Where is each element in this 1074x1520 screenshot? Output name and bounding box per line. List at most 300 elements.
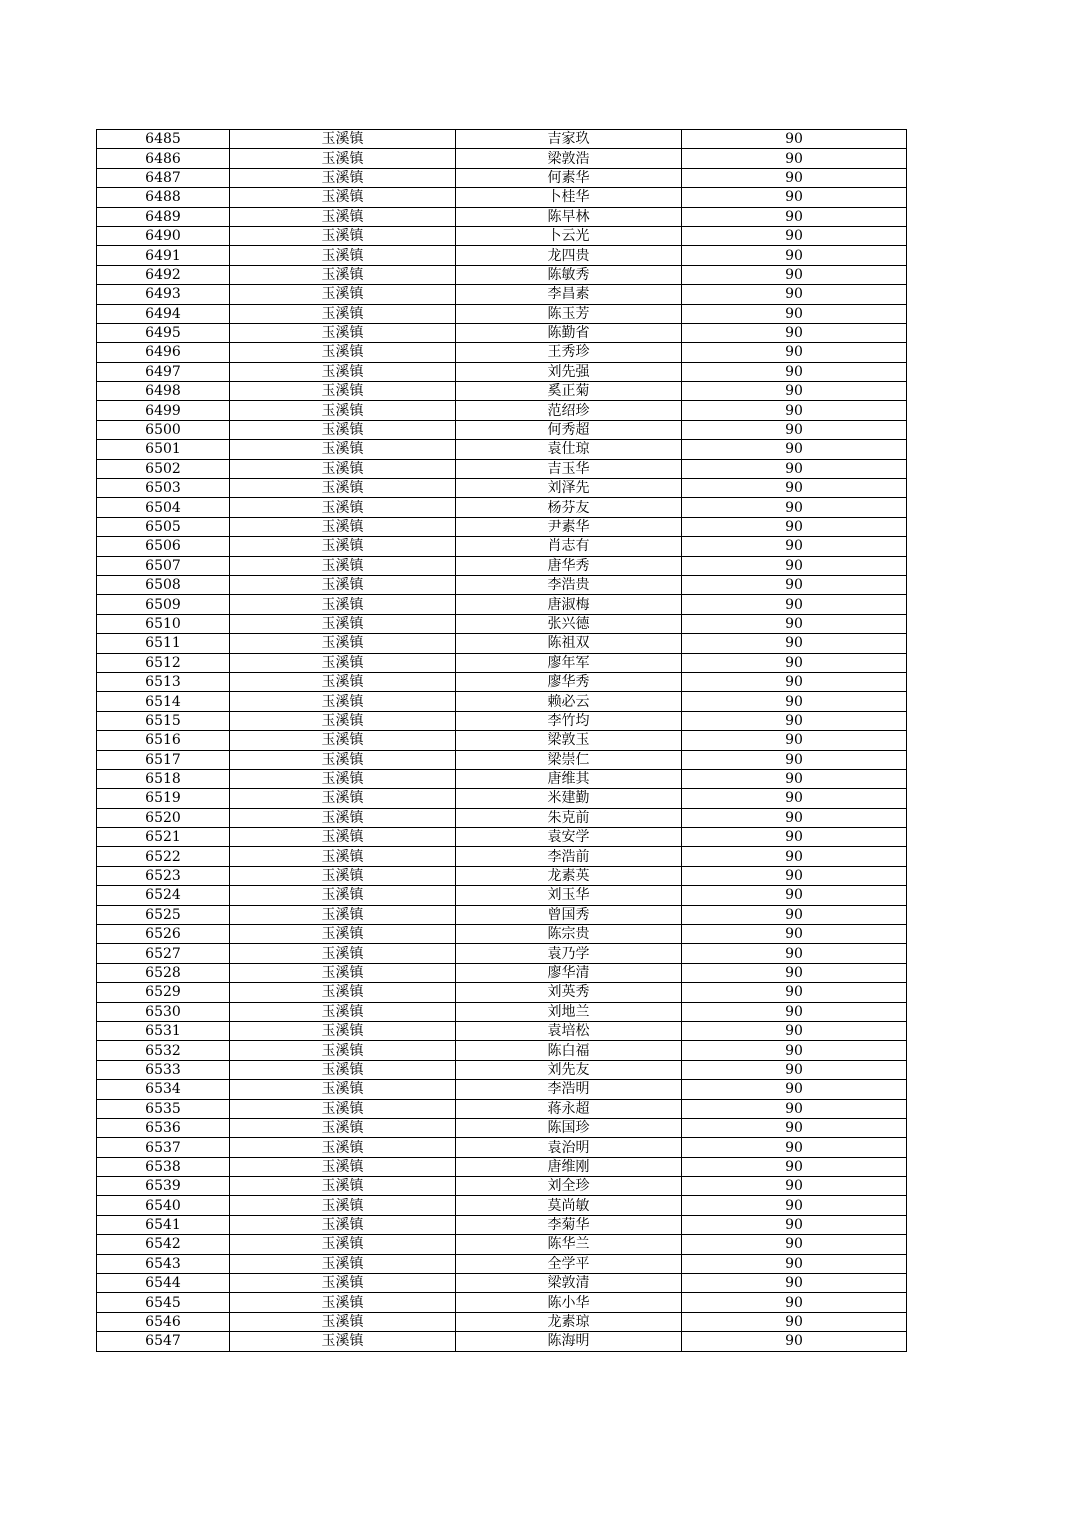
row-number-cell: 6492 [97, 265, 230, 284]
row-number-cell: 6489 [97, 207, 230, 226]
table-row [97, 1332, 907, 1351]
town-cell: 玉溪镇 [230, 653, 456, 672]
amount-cell: 90 [682, 944, 907, 963]
town-cell: 玉溪镇 [230, 886, 456, 905]
row-number-cell: 6494 [97, 304, 230, 323]
town-cell: 玉溪镇 [230, 1060, 456, 1079]
table-row [97, 207, 907, 226]
table-row [97, 653, 907, 672]
town-cell: 玉溪镇 [230, 479, 456, 498]
amount-cell: 90 [682, 731, 907, 750]
row-number-cell: 6536 [97, 1118, 230, 1137]
amount-cell: 90 [682, 1002, 907, 1021]
row-number-cell: 6493 [97, 285, 230, 304]
row-number-cell: 6530 [97, 1002, 230, 1021]
row-number-cell: 6501 [97, 440, 230, 459]
amount-cell: 90 [682, 343, 907, 362]
table-row [97, 265, 907, 284]
name-cell: 袁仕琼 [456, 440, 682, 459]
amount-cell: 90 [682, 1138, 907, 1157]
row-number-cell: 6535 [97, 1099, 230, 1118]
town-cell: 玉溪镇 [230, 459, 456, 478]
row-number-cell: 6490 [97, 226, 230, 245]
table-row [97, 692, 907, 711]
table-row [97, 983, 907, 1002]
name-cell: 陈勤省 [456, 323, 682, 342]
row-number-cell: 6524 [97, 886, 230, 905]
row-number-cell: 6507 [97, 556, 230, 575]
amount-cell: 90 [682, 265, 907, 284]
table-row [97, 382, 907, 401]
amount-cell: 90 [682, 188, 907, 207]
row-number-cell: 6488 [97, 188, 230, 207]
row-number-cell: 6515 [97, 711, 230, 730]
row-number-cell: 6519 [97, 789, 230, 808]
name-cell: 何素华 [456, 168, 682, 187]
name-cell: 梁敦清 [456, 1274, 682, 1293]
amount-cell: 90 [682, 149, 907, 168]
table-row [97, 1080, 907, 1099]
row-number-cell: 6518 [97, 769, 230, 788]
amount-cell: 90 [682, 246, 907, 265]
name-cell: 李竹均 [456, 711, 682, 730]
name-cell: 陈早林 [456, 207, 682, 226]
town-cell: 玉溪镇 [230, 925, 456, 944]
town-cell: 玉溪镇 [230, 1041, 456, 1060]
table-row [97, 479, 907, 498]
table-row [97, 789, 907, 808]
table-row [97, 925, 907, 944]
town-cell: 玉溪镇 [230, 517, 456, 536]
amount-cell: 90 [682, 1274, 907, 1293]
row-number-cell: 6496 [97, 343, 230, 362]
table-row [97, 750, 907, 769]
row-number-cell: 6540 [97, 1196, 230, 1215]
town-cell: 玉溪镇 [230, 498, 456, 517]
town-cell: 玉溪镇 [230, 168, 456, 187]
amount-cell: 90 [682, 614, 907, 633]
amount-cell: 90 [682, 925, 907, 944]
amount-cell: 90 [682, 1080, 907, 1099]
town-cell: 玉溪镇 [230, 343, 456, 362]
row-number-cell: 6498 [97, 382, 230, 401]
name-cell: 袁安学 [456, 828, 682, 847]
name-cell: 刘先强 [456, 362, 682, 381]
row-number-cell: 6534 [97, 1080, 230, 1099]
table-row [97, 323, 907, 342]
town-cell: 玉溪镇 [230, 769, 456, 788]
name-cell: 何秀超 [456, 420, 682, 439]
town-cell: 玉溪镇 [230, 362, 456, 381]
amount-cell: 90 [682, 789, 907, 808]
amount-cell: 90 [682, 285, 907, 304]
name-cell: 莫尚敏 [456, 1196, 682, 1215]
town-cell: 玉溪镇 [230, 1157, 456, 1176]
name-cell: 陈祖双 [456, 634, 682, 653]
row-number-cell: 6504 [97, 498, 230, 517]
amount-cell: 90 [682, 828, 907, 847]
town-cell: 玉溪镇 [230, 692, 456, 711]
amount-cell: 90 [682, 1041, 907, 1060]
town-cell: 玉溪镇 [230, 130, 456, 149]
name-cell: 刘地兰 [456, 1002, 682, 1021]
amount-cell: 90 [682, 1254, 907, 1273]
amount-cell: 90 [682, 556, 907, 575]
name-cell: 全学平 [456, 1254, 682, 1273]
data-table-container [96, 129, 906, 1352]
table-row [97, 343, 907, 362]
amount-cell: 90 [682, 168, 907, 187]
row-number-cell: 6542 [97, 1235, 230, 1254]
row-number-cell: 6547 [97, 1332, 230, 1351]
table-row [97, 149, 907, 168]
name-cell: 陈小华 [456, 1293, 682, 1312]
town-cell: 玉溪镇 [230, 265, 456, 284]
name-cell: 梁崇仁 [456, 750, 682, 769]
table-row [97, 1138, 907, 1157]
town-cell: 玉溪镇 [230, 1177, 456, 1196]
row-number-cell: 6513 [97, 672, 230, 691]
amount-cell: 90 [682, 711, 907, 730]
town-cell: 玉溪镇 [230, 1254, 456, 1273]
table-row [97, 1157, 907, 1176]
name-cell: 刘全珍 [456, 1177, 682, 1196]
table-row [97, 575, 907, 594]
amount-cell: 90 [682, 634, 907, 653]
town-cell: 玉溪镇 [230, 246, 456, 265]
table-body [97, 130, 907, 1352]
amount-cell: 90 [682, 1157, 907, 1176]
name-cell: 唐淑梅 [456, 595, 682, 614]
amount-cell: 90 [682, 1215, 907, 1234]
row-number-cell: 6545 [97, 1293, 230, 1312]
name-cell: 李浩贵 [456, 575, 682, 594]
town-cell: 玉溪镇 [230, 1312, 456, 1331]
row-number-cell: 6539 [97, 1177, 230, 1196]
table-row [97, 634, 907, 653]
row-number-cell: 6510 [97, 614, 230, 633]
name-cell: 张兴德 [456, 614, 682, 633]
amount-cell: 90 [682, 323, 907, 342]
name-cell: 唐维刚 [456, 1157, 682, 1176]
table-row [97, 226, 907, 245]
name-cell: 李浩明 [456, 1080, 682, 1099]
row-number-cell: 6509 [97, 595, 230, 614]
amount-cell: 90 [682, 537, 907, 556]
town-cell: 玉溪镇 [230, 1118, 456, 1137]
row-number-cell: 6520 [97, 808, 230, 827]
amount-cell: 90 [682, 420, 907, 439]
amount-cell: 90 [682, 1118, 907, 1137]
table-row [97, 168, 907, 187]
town-cell: 玉溪镇 [230, 1196, 456, 1215]
table-row [97, 1177, 907, 1196]
name-cell: 米建勤 [456, 789, 682, 808]
name-cell: 陈宗贵 [456, 925, 682, 944]
name-cell: 廖华秀 [456, 672, 682, 691]
name-cell: 陈国珍 [456, 1118, 682, 1137]
row-number-cell: 6537 [97, 1138, 230, 1157]
town-cell: 玉溪镇 [230, 207, 456, 226]
row-number-cell: 6543 [97, 1254, 230, 1273]
town-cell: 玉溪镇 [230, 963, 456, 982]
town-cell: 玉溪镇 [230, 188, 456, 207]
amount-cell: 90 [682, 983, 907, 1002]
town-cell: 玉溪镇 [230, 808, 456, 827]
name-cell: 唐维其 [456, 769, 682, 788]
table-row [97, 769, 907, 788]
amount-cell: 90 [682, 769, 907, 788]
row-number-cell: 6516 [97, 731, 230, 750]
town-cell: 玉溪镇 [230, 285, 456, 304]
name-cell: 龙素琼 [456, 1312, 682, 1331]
table-row [97, 537, 907, 556]
name-cell: 王秀珍 [456, 343, 682, 362]
name-cell: 陈玉芳 [456, 304, 682, 323]
amount-cell: 90 [682, 963, 907, 982]
table-row [97, 1215, 907, 1234]
amount-cell: 90 [682, 1177, 907, 1196]
table-row [97, 420, 907, 439]
amount-cell: 90 [682, 866, 907, 885]
town-cell: 玉溪镇 [230, 866, 456, 885]
row-number-cell: 6544 [97, 1274, 230, 1293]
row-number-cell: 6517 [97, 750, 230, 769]
row-number-cell: 6546 [97, 1312, 230, 1331]
amount-cell: 90 [682, 362, 907, 381]
table-row [97, 1293, 907, 1312]
row-number-cell: 6521 [97, 828, 230, 847]
table-row [97, 1099, 907, 1118]
row-number-cell: 6487 [97, 168, 230, 187]
town-cell: 玉溪镇 [230, 1138, 456, 1157]
name-cell: 廖华清 [456, 963, 682, 982]
row-number-cell: 6491 [97, 246, 230, 265]
row-number-cell: 6514 [97, 692, 230, 711]
row-number-cell: 6503 [97, 479, 230, 498]
town-cell: 玉溪镇 [230, 731, 456, 750]
row-number-cell: 6531 [97, 1021, 230, 1040]
table-row [97, 362, 907, 381]
row-number-cell: 6522 [97, 847, 230, 866]
table-row [97, 1041, 907, 1060]
name-cell: 李昌素 [456, 285, 682, 304]
row-number-cell: 6485 [97, 130, 230, 149]
row-number-cell: 6506 [97, 537, 230, 556]
table-row [97, 1021, 907, 1040]
amount-cell: 90 [682, 692, 907, 711]
town-cell: 玉溪镇 [230, 401, 456, 420]
amount-cell: 90 [682, 847, 907, 866]
name-cell: 刘先友 [456, 1060, 682, 1079]
name-cell: 袁培松 [456, 1021, 682, 1040]
name-cell: 龙四贵 [456, 246, 682, 265]
town-cell: 玉溪镇 [230, 149, 456, 168]
name-cell: 蒋永超 [456, 1099, 682, 1118]
name-cell: 曾国秀 [456, 905, 682, 924]
town-cell: 玉溪镇 [230, 304, 456, 323]
table-row [97, 246, 907, 265]
name-cell: 梁敦浩 [456, 149, 682, 168]
name-cell: 刘玉华 [456, 886, 682, 905]
table-row [97, 672, 907, 691]
table-row [97, 963, 907, 982]
table-row [97, 285, 907, 304]
name-cell: 奚正菊 [456, 382, 682, 401]
town-cell: 玉溪镇 [230, 556, 456, 575]
name-cell: 吉玉华 [456, 459, 682, 478]
table-row [97, 711, 907, 730]
town-cell: 玉溪镇 [230, 595, 456, 614]
amount-cell: 90 [682, 1312, 907, 1331]
name-cell: 刘泽先 [456, 479, 682, 498]
amount-cell: 90 [682, 808, 907, 827]
amount-cell: 90 [682, 672, 907, 691]
town-cell: 玉溪镇 [230, 711, 456, 730]
town-cell: 玉溪镇 [230, 382, 456, 401]
name-cell: 尹素华 [456, 517, 682, 536]
town-cell: 玉溪镇 [230, 420, 456, 439]
row-number-cell: 6528 [97, 963, 230, 982]
row-number-cell: 6525 [97, 905, 230, 924]
town-cell: 玉溪镇 [230, 672, 456, 691]
town-cell: 玉溪镇 [230, 614, 456, 633]
town-cell: 玉溪镇 [230, 1002, 456, 1021]
amount-cell: 90 [682, 401, 907, 420]
table-row [97, 401, 907, 420]
amount-cell: 90 [682, 517, 907, 536]
name-cell: 肖志有 [456, 537, 682, 556]
name-cell: 龙素英 [456, 866, 682, 885]
name-cell: 朱克前 [456, 808, 682, 827]
amount-cell: 90 [682, 1332, 907, 1351]
table-row [97, 595, 907, 614]
name-cell: 李浩前 [456, 847, 682, 866]
name-cell: 赖必云 [456, 692, 682, 711]
row-number-cell: 6532 [97, 1041, 230, 1060]
table-row [97, 944, 907, 963]
name-cell: 袁治明 [456, 1138, 682, 1157]
row-number-cell: 6495 [97, 323, 230, 342]
table-row [97, 517, 907, 536]
town-cell: 玉溪镇 [230, 1274, 456, 1293]
row-number-cell: 6486 [97, 149, 230, 168]
table-row [97, 1312, 907, 1331]
table-row [97, 1002, 907, 1021]
amount-cell: 90 [682, 498, 907, 517]
amount-cell: 90 [682, 1099, 907, 1118]
table-row [97, 1118, 907, 1137]
table-row [97, 1274, 907, 1293]
town-cell: 玉溪镇 [230, 1332, 456, 1351]
table-row [97, 440, 907, 459]
row-number-cell: 6538 [97, 1157, 230, 1176]
table-row [97, 1235, 907, 1254]
amount-cell: 90 [682, 575, 907, 594]
row-number-cell: 6529 [97, 983, 230, 1002]
town-cell: 玉溪镇 [230, 1235, 456, 1254]
amount-cell: 90 [682, 382, 907, 401]
table-row [97, 498, 907, 517]
amount-cell: 90 [682, 886, 907, 905]
town-cell: 玉溪镇 [230, 847, 456, 866]
amount-cell: 90 [682, 653, 907, 672]
town-cell: 玉溪镇 [230, 1215, 456, 1234]
table-row [97, 866, 907, 885]
row-number-cell: 6533 [97, 1060, 230, 1079]
town-cell: 玉溪镇 [230, 537, 456, 556]
row-number-cell: 6523 [97, 866, 230, 885]
name-cell: 陈华兰 [456, 1235, 682, 1254]
row-number-cell: 6499 [97, 401, 230, 420]
town-cell: 玉溪镇 [230, 750, 456, 769]
town-cell: 玉溪镇 [230, 323, 456, 342]
table-row [97, 1254, 907, 1273]
amount-cell: 90 [682, 440, 907, 459]
row-number-cell: 6511 [97, 634, 230, 653]
row-number-cell: 6526 [97, 925, 230, 944]
name-cell: 梁敦玉 [456, 731, 682, 750]
table-row [97, 1060, 907, 1079]
table-row [97, 459, 907, 478]
town-cell: 玉溪镇 [230, 1099, 456, 1118]
row-number-cell: 6500 [97, 420, 230, 439]
table-row [97, 808, 907, 827]
table-row [97, 905, 907, 924]
town-cell: 玉溪镇 [230, 905, 456, 924]
name-cell: 李菊华 [456, 1215, 682, 1234]
town-cell: 玉溪镇 [230, 634, 456, 653]
town-cell: 玉溪镇 [230, 575, 456, 594]
amount-cell: 90 [682, 207, 907, 226]
amount-cell: 90 [682, 1021, 907, 1040]
town-cell: 玉溪镇 [230, 983, 456, 1002]
name-cell: 杨芬友 [456, 498, 682, 517]
name-cell: 陈海明 [456, 1332, 682, 1351]
row-number-cell: 6508 [97, 575, 230, 594]
table-row [97, 556, 907, 575]
data-table [96, 129, 907, 1352]
town-cell: 玉溪镇 [230, 828, 456, 847]
town-cell: 玉溪镇 [230, 789, 456, 808]
table-row [97, 828, 907, 847]
table-row [97, 1196, 907, 1215]
name-cell: 廖年军 [456, 653, 682, 672]
row-number-cell: 6502 [97, 459, 230, 478]
amount-cell: 90 [682, 1060, 907, 1079]
name-cell: 陈白福 [456, 1041, 682, 1060]
town-cell: 玉溪镇 [230, 440, 456, 459]
table-row [97, 614, 907, 633]
name-cell: 卜桂华 [456, 188, 682, 207]
name-cell: 唐华秀 [456, 556, 682, 575]
name-cell: 袁乃学 [456, 944, 682, 963]
amount-cell: 90 [682, 1235, 907, 1254]
table-row [97, 130, 907, 149]
amount-cell: 90 [682, 750, 907, 769]
town-cell: 玉溪镇 [230, 1021, 456, 1040]
row-number-cell: 6527 [97, 944, 230, 963]
name-cell: 吉家玖 [456, 130, 682, 149]
town-cell: 玉溪镇 [230, 944, 456, 963]
name-cell: 卜云光 [456, 226, 682, 245]
row-number-cell: 6512 [97, 653, 230, 672]
amount-cell: 90 [682, 479, 907, 498]
table-row [97, 886, 907, 905]
table-row [97, 731, 907, 750]
town-cell: 玉溪镇 [230, 226, 456, 245]
amount-cell: 90 [682, 1196, 907, 1215]
